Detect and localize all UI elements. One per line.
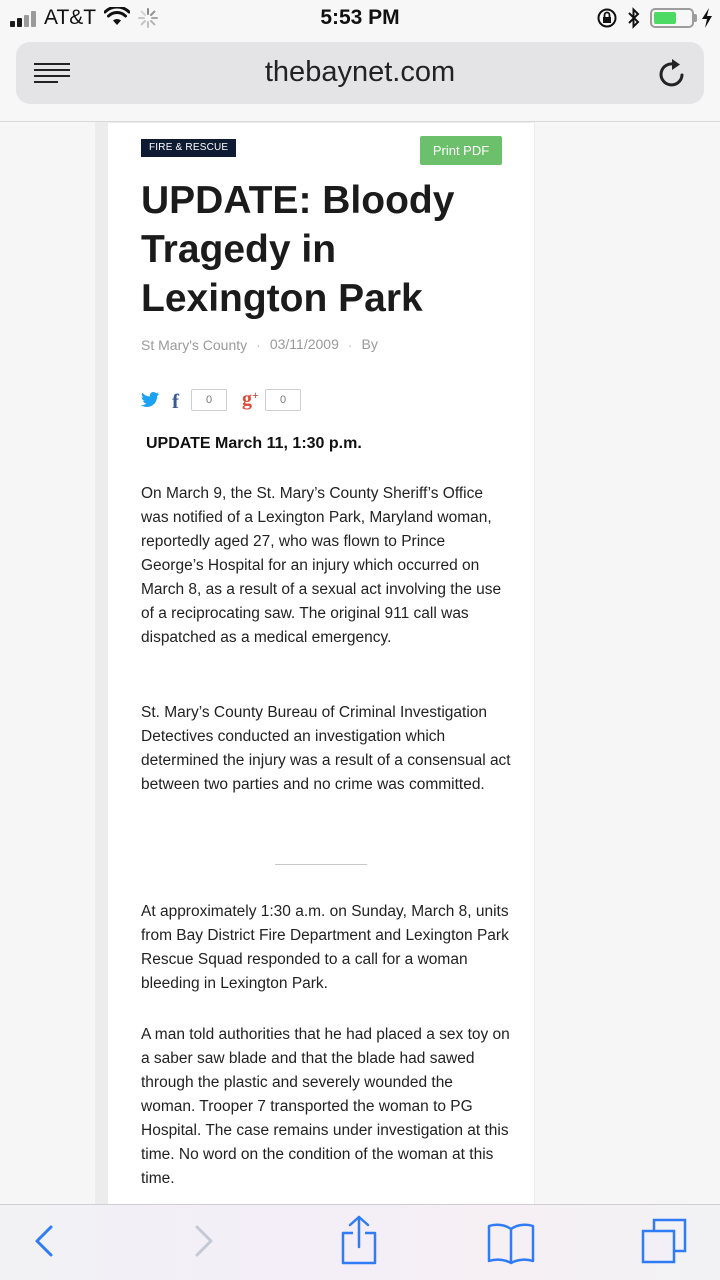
meta-separator: ·: [256, 337, 261, 353]
article-paragraph: At approximately 1:30 a.m. on Sunday, March 8, units from Bay District Fire Department and Lexington Park Rescue Squad responded to a call for a woman bleeding in Lexington Park.: [141, 903, 509, 992]
tabs-icon[interactable]: [640, 1217, 688, 1265]
update-heading: UPDATE March 11, 1:30 p.m.: [146, 435, 362, 452]
battery-level: [654, 12, 676, 24]
article-paragraph: A man told authorities that he had placed a sex toy on a saber saw blade and that the blade had sawed through the plastic and severely wounded the woman. Trooper 7 transported the woman to PG Hospital. The case remains under investigation at this time. No word on the condition of the woman at this time.: [141, 1026, 510, 1187]
url-text[interactable]: thebaynet.com: [264, 56, 456, 88]
status-bar: [0, 0, 720, 36]
twitter-icon[interactable]: [141, 392, 159, 407]
meta-by: By: [361, 336, 378, 352]
reload-icon[interactable]: [656, 56, 688, 90]
status-time: 5:53 PM: [320, 6, 400, 29]
share-icon[interactable]: [340, 1215, 378, 1267]
share-row: [141, 389, 321, 413]
bluetooth-icon: [626, 6, 642, 30]
meta-date: 03/11/2009: [269, 336, 339, 352]
facebook-icon[interactable]: f: [172, 389, 179, 413]
article-paragraph: On March 9, the St. Mary’s County Sheriff’s Office was notified of a Lexington Park, Maryland woman, reportedly aged 27, who was flown to Prince George’s Hospital for an injury which occurred on March 8, as a result of a sexual act involving the use of a reciprocating saw. The original 911 call was dispatched as a medical emergency.: [141, 485, 502, 646]
section-divider: [275, 864, 367, 865]
bottom-toolbar: [0, 1204, 720, 1280]
browser-chrome: [0, 36, 720, 122]
charging-bolt-icon: [701, 7, 713, 29]
category-badge[interactable]: FIRE & RESCUE: [141, 139, 236, 157]
google-plus-share-count[interactable]: 0: [265, 389, 301, 411]
meta-separator: ·: [347, 337, 353, 353]
rotation-lock-icon: [596, 7, 618, 29]
print-pdf-button[interactable]: Print PDF: [420, 136, 502, 165]
address-bar[interactable]: [16, 42, 704, 104]
back-chevron-icon[interactable]: [32, 1219, 56, 1263]
battery-icon: [650, 8, 694, 28]
article-paragraph: St. Mary’s County Bureau of Criminal Investigation Detectives conducted an investigation which determined the injury was a result of a consensual act between two parties and no crime was committed.: [141, 704, 511, 793]
battery-nub: [694, 14, 697, 22]
article-title: UPDATE: Bloody Tragedy in Lexington Park: [141, 179, 455, 320]
google-plus-icon[interactable]: g+: [242, 388, 259, 410]
forward-chevron-icon[interactable]: [192, 1219, 216, 1263]
bookmarks-icon[interactable]: [486, 1221, 536, 1265]
meta-location[interactable]: St Mary's County: [141, 337, 248, 353]
facebook-share-count[interactable]: 0: [191, 389, 227, 411]
carrier-name: AT&T: [44, 6, 97, 29]
article-meta: [141, 337, 378, 353]
